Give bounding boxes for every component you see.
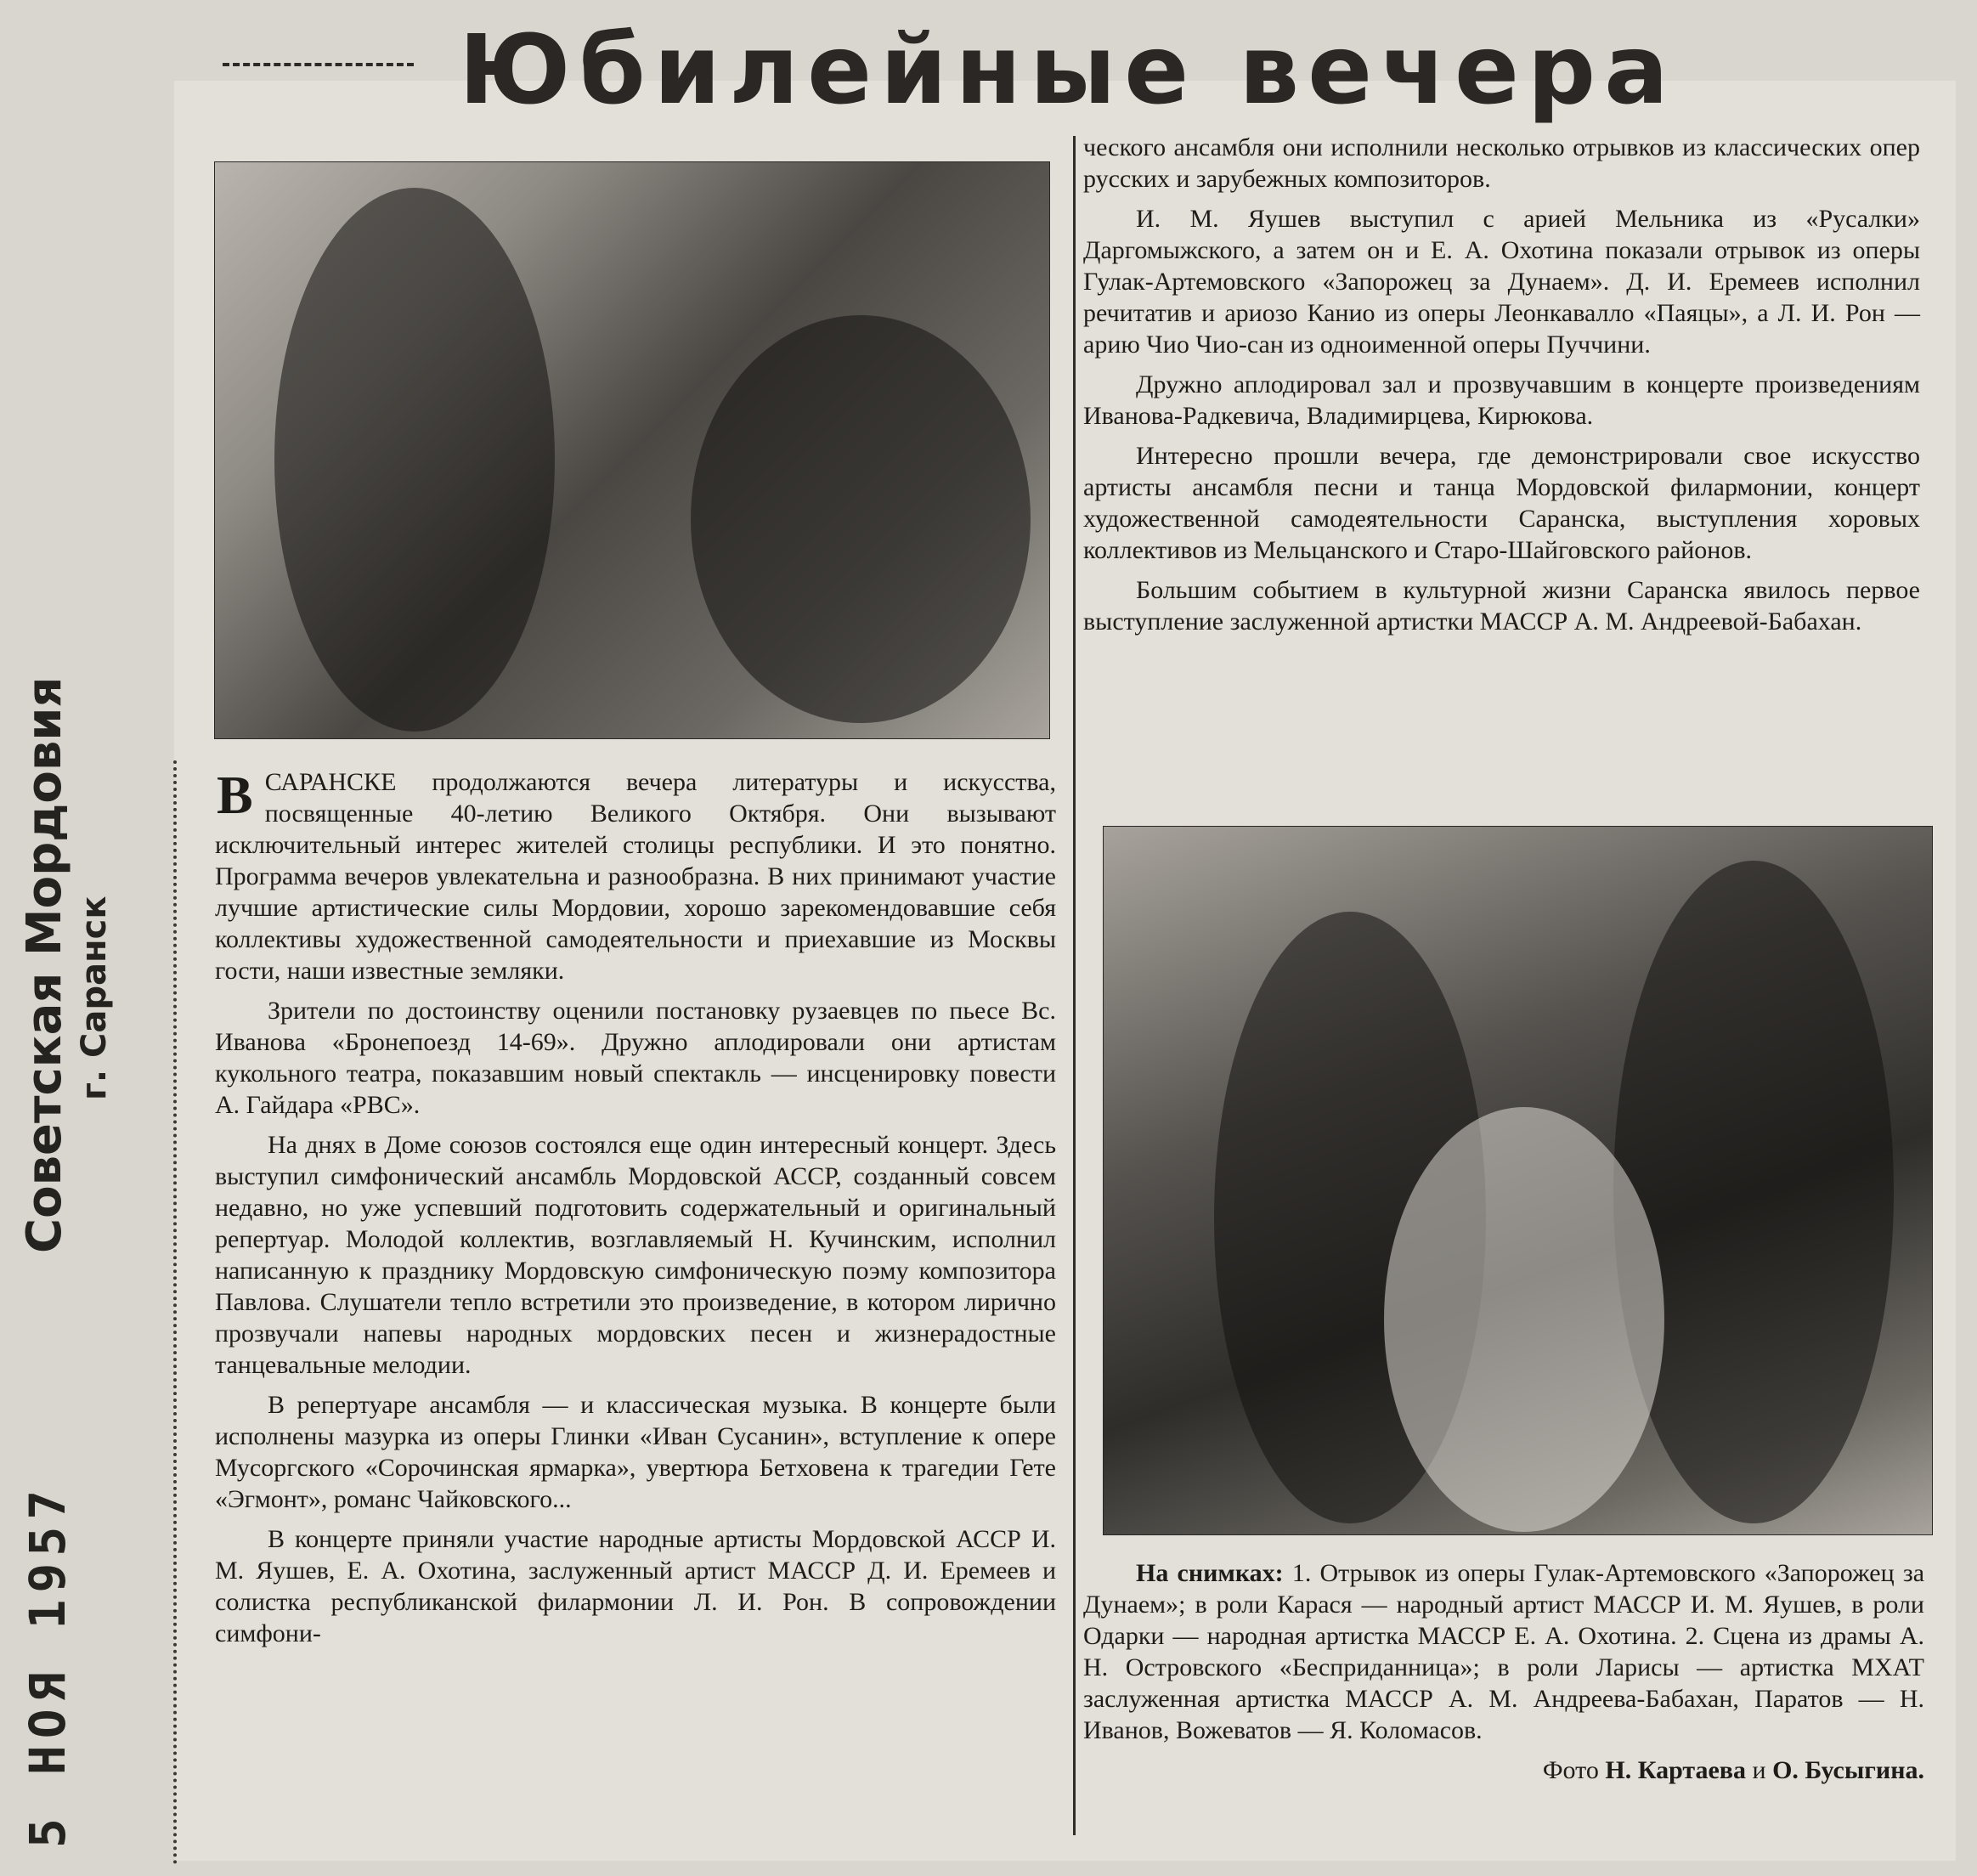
- photo-figure-odarka: [691, 315, 1031, 723]
- cut-edge: [163, 760, 177, 1865]
- newspaper-name: Советская Мордовия: [17, 676, 72, 1253]
- photo-figure-karas: [274, 188, 555, 732]
- caption-lead: На снимках:: [1136, 1559, 1284, 1587]
- article-paragraph: Дружно аплодировал зал и прозвучавшим в концерте произведениям Иванова-Радкевича, Владимирцева, Кирюкова.: [1083, 370, 1920, 430]
- photo-author-1: Н. Картаева: [1605, 1756, 1746, 1784]
- article-right-column: [1083, 132, 1920, 646]
- article-paragraph: В репертуаре ансамбля — и классическая музыка. В концерте были исполнены мазурка из оперы Глинки «Иван Сусанин», вступление к опере Мусоргского «Сорочинская ярмарка», увертюра Бетховена к трагедии Гете «Эгмонт», романс Чайковского...: [215, 1391, 1056, 1513]
- photo-figure-paratov: [1613, 861, 1894, 1523]
- article-paragraph: В САРАНСКЕ продолжаются вечера литературы и искусства, посвященные 40-летию Великого Октября. Они вызывают исключительный интерес жителей столицы республики. И это понятно. Программа вечеров увлекательна и разнообразна. В них принимают участие лучшие артистические силы Мордовии, хорошо зарекомендовавшие себя коллективы художественной самодеятельности и приехавшие из Москвы гости, наши известные земляки.: [215, 765, 1056, 985]
- date-stamp: 5 НОЯ 1957: [19, 1483, 76, 1848]
- article-left-column: [215, 766, 1056, 1658]
- caption-text: На снимках: 1. Отрывок из оперы Гулак-Артемовского «Запорожец за Дунаем»; в роли Карася — народный артист МАССР И. М. Яушев, в роли Одарки — народная артистка МАССР Е. А. Охотина. 2. Сцена из драмы А. Н. Островского «Бесприданница»; в роли Ларисы — артистка МХАТ заслуженная артистка МАССР А. М. Андреева-Бабахан, Паратов — Н. Иванов, Вожеватов — Я. Коломасов.: [1083, 1559, 1925, 1744]
- photo-credit: Фото Н. Картаева и О. Бусыгина.: [1542, 1756, 1924, 1784]
- article-paragraph: Интересно прошли вечера, где демонстрировали свое искусство артисты ансамбля песни и танца Мордовской филармонии, концерт художественной самодеятельности Саранска, выступления хоровых коллективов из Мельцанского и Старо-Шайговского районов.: [1083, 442, 1920, 564]
- newspaper-city: г. Саранск: [75, 896, 114, 1100]
- photo-drama-scene: [1103, 826, 1933, 1535]
- article-paragraph: И. М. Яушев выступил с арией Мельника из «Русалки» Даргомыжского, а затем он и Е. А. Охотина показали отрывок из оперы Гулак-Артемовского «Запорожец за Дунаем». Д. И. Еремеев исполнил речитатив и ариозо Канио из оперы Леонкавалло «Паяцы», а Л. И. Рон — арию Чио Чио-сан из одноименной оперы Пуччини.: [1083, 205, 1920, 359]
- headline: Юбилейные вечера: [459, 15, 1677, 126]
- photo-author-2: О. Бусыгина.: [1772, 1756, 1924, 1784]
- article-paragraph: В концерте приняли участие народные артисты Мордовской АССР И. М. Яушев, Е. А. Охотина, заслуженный артист МАССР Д. И. Еремеев и солистка республиканской филармонии Л. И. Рон. В сопровождении симфони-: [215, 1525, 1056, 1647]
- article-paragraph: Большим событием в культурной жизни Саранска явилось первое выступление заслуженной артистки МАССР А. М. Андреевой-Бабахан.: [1083, 576, 1920, 636]
- article-paragraph: ческого ансамбля они исполнили несколько отрывков из классических опер русских и зарубежных композиторов.: [1083, 133, 1920, 193]
- photo-opera-scene: [214, 161, 1050, 739]
- column-divider: [1073, 136, 1076, 1835]
- photo-caption: [1083, 1557, 1924, 1794]
- article-paragraph: Зрители по достоинству оценили постановку рузаевцев по пьесе Вс. Иванова «Бронепоезд 14-69». Дружно аплодировали они артистам кукольного театра, показавшим новый спектакль — инсценировку повести А. Гайдара «РВС».: [215, 997, 1056, 1119]
- article-paragraph: На днях в Доме союзов состоялся еще один интересный концерт. Здесь выступил симфонический ансамбль Мордовской АССР, созданный совсем недавно, но уже успевший подготовить содержательный и оригинальный репертуар. Молодой коллектив, возглавляемый Н. Кучинским, исполнил написанную к празднику Мордовскую симфоническую поэму композитора Павлова. Слушатели тепло встретили это произведение, в котором лирично прозвучали напевы народных мордовских песен и жизнерадостные танцевальные мелодии.: [215, 1131, 1056, 1379]
- headline-dash-rule: [223, 44, 414, 66]
- photo-figure-larisa: [1384, 1107, 1664, 1532]
- drop-cap: В: [217, 765, 253, 825]
